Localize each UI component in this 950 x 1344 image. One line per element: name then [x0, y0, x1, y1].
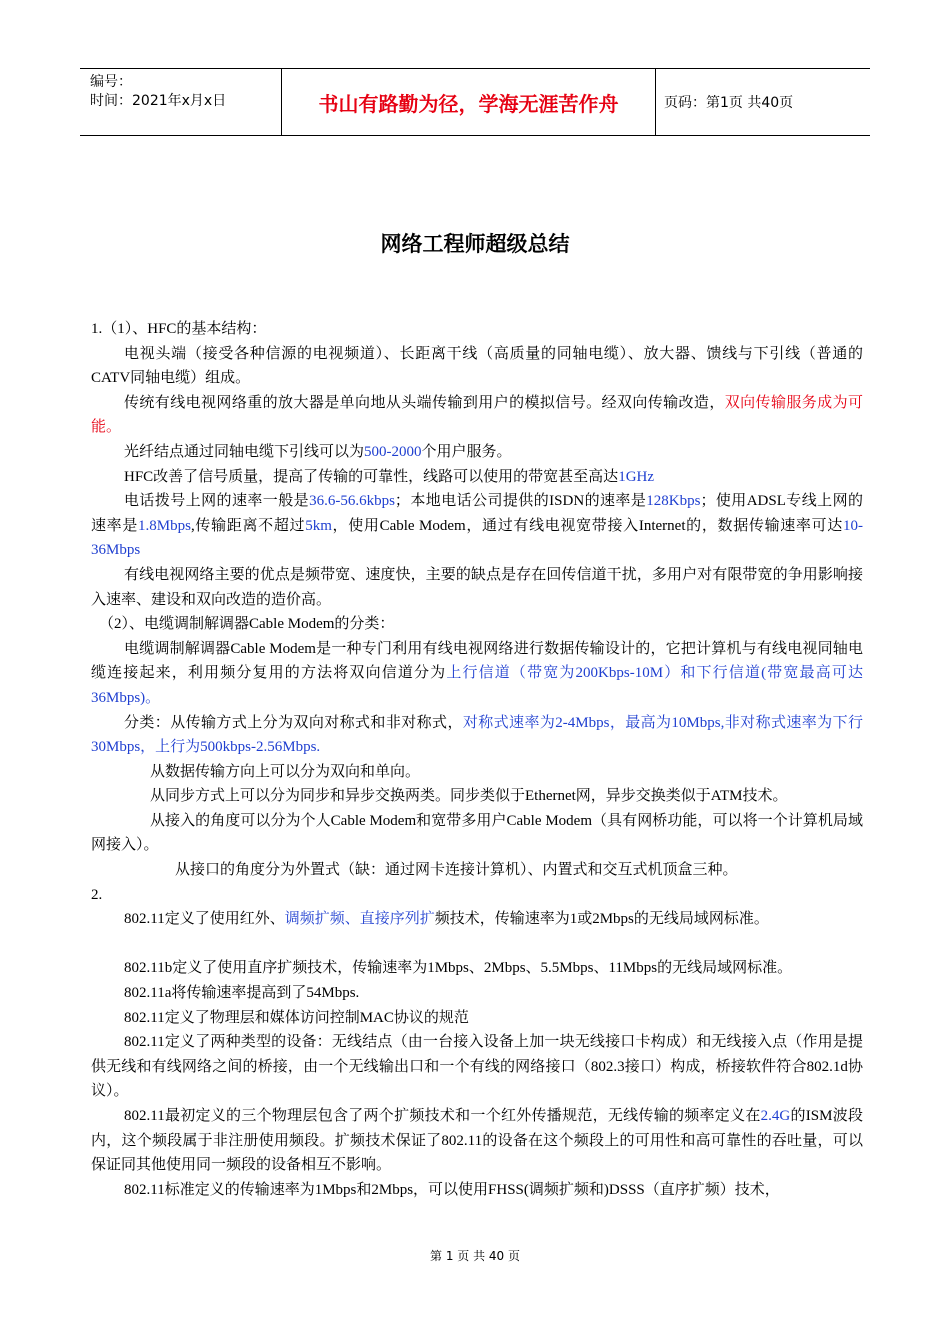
highlight-blue: 2.4G: [760, 1108, 791, 1124]
page-header: [80, 68, 870, 136]
paragraph: 802.11定义了物理层和媒体访问控制MAC协议的规范: [124, 1009, 469, 1026]
header-page-info: 页码：第1页 共40页: [664, 95, 794, 111]
paragraph: 分类：从传输方式上分为双向对称式和非对称式，对称式速率为2-4Mbps，最高为10Mbps,非对称式速率为下行30Mbps，上行为500kbps-2.56Mbps.: [91, 714, 863, 756]
paragraph: 传统有线电视网络重的放大器是单向地从头端传输到用户的模拟信号。经双向传输改造，双向传输服务成为可能。: [91, 394, 863, 436]
header-meta: [80, 69, 282, 135]
number-label: 编号：: [90, 74, 132, 90]
paragraph: 从数据传输方向上可以分为双向和单向。: [150, 763, 421, 780]
highlight-blue: 上行信道（带宽为200Kbps-10M）和下行信道(带宽最高可达36Mbps): [91, 665, 863, 706]
paragraph: 802.11b定义了使用直序扩频技术，传输速率为1Mbps、2Mbps、5.5Mbps、11Mbps的无线局域网标准。: [124, 960, 793, 977]
document-title: 网络工程师超级总结: [380, 232, 570, 256]
highlight-red: 双向传输服务成为可能: [91, 394, 863, 436]
paragraph: 从同步方式上可以分为同步和异步交换两类。同步类似于Ethernet网，异步交换类似于ATM技术。: [150, 788, 788, 805]
highlight-blue: 1GHz: [618, 468, 655, 485]
paragraph: 电缆调制解调器Cable Modem是一种专门利用有线电视网络进行数据传输设计的，它把计算机与有线电视同轴电缆连接起来，利用频分复用的方法将双向信道分为上行信道（带宽为200Kbps-10M）和下行信道(带宽最高可达36Mbps)。: [91, 640, 863, 706]
section-heading: 1.（1）、HFC的基本结构：: [91, 321, 267, 337]
highlight-blue: 对称式速率为2-4Mbps，最高为10Mbps,非对称式速率为下行30Mbps，上行为500kbps-2.56Mbps.: [91, 714, 863, 756]
paragraph: 802.11标准定义的传输速率为1Mbps和2Mbps，可以使用FHSS(调频扩频和)DSSS（直序扩频）技术，: [124, 1181, 780, 1198]
page-footer: 第 1 页 共 40 页: [430, 1249, 520, 1263]
highlight-blue: 500-2000: [364, 443, 422, 460]
time-label: 时间：2021年x月x日: [90, 93, 227, 109]
paragraph: 有线电视网络主要的优点是频带宽、速度快，主要的缺点是存在回传信道干扰，多用户对有限带宽的争用影响接入速率、建设和双向改造的造价高。: [91, 566, 863, 608]
paragraph: HFC改善了信号质量，提高了传输的可靠性，线路可以使用的带宽甚至高达1GHz: [124, 468, 655, 485]
paragraph: 802.11a将传输速率提高到了54Mbps.: [124, 985, 360, 1002]
paragraph: 从接入的角度可以分为个人Cable Modem和宽带多用户Cable Modem（具有网桥功能，可以将一个计算机局域网接入）。: [91, 812, 863, 854]
paragraph: 电视头端（接受各种信源的电视频道）、长距离干线（高质量的同轴电缆）、放大器、馈线与下引线（普通的CATV同轴电缆）组成。: [91, 345, 863, 387]
spacer: [91, 932, 863, 957]
paragraph: 802.11定义了两种类型的设备：无线结点（由一台接入设备上加一块无线接口卡构成）和无线接入点（作用是提供无线和有线网络之间的桥接，由一个无线输出口和一个有线的网络接口（802.3接口）构成，桥接软件符合802.1d协议）。: [91, 1034, 863, 1100]
paragraph: 802.11最初定义的三个物理层包含了两个扩频技术和一个红外传播规范，无线传输的频率定义在2.4G的ISM波段内，这个频段属于非注册使用频段。扩频技术保证了802.11的设备在这个频段上的可用性和高可靠性的吞吐量，可以保证同其他使用同一频段的设备相互不影响。: [91, 1108, 863, 1174]
section-heading: 2.: [91, 886, 103, 903]
highlight-blue: 调频扩频、直接序列扩: [284, 911, 435, 928]
document-body: [91, 317, 863, 1202]
header-motto: 书山有路勤为径，学海无涯苦作舟: [282, 69, 656, 135]
paragraph: 光纤结点通过同轴电缆下引线可以为500-2000个用户服务。: [124, 443, 512, 460]
paragraph: 从接口的角度分为外置式（缺：通过网卡连接计算机）、内置式和交互式机顶盒三种。: [175, 862, 738, 879]
paragraph: 电话拨号上网的速率一般是36.6-56.6kbps；本地电话公司提供的ISDN的速率是128Kbps；使用ADSL专线上网的速率是1.8Mbps,传输距离不超过5km，使用Cable Modem，通过有线电视宽带接入Internet的，数据传输速率可达10-36Mbps: [91, 493, 863, 559]
section-heading: （2）、电缆调制解调器Cable Modem的分类：: [99, 616, 395, 633]
paragraph: 802.11定义了使用红外、调频扩频、直接序列扩频技术，传输速率为1或2Mbps的无线局域网标准。: [124, 911, 769, 928]
